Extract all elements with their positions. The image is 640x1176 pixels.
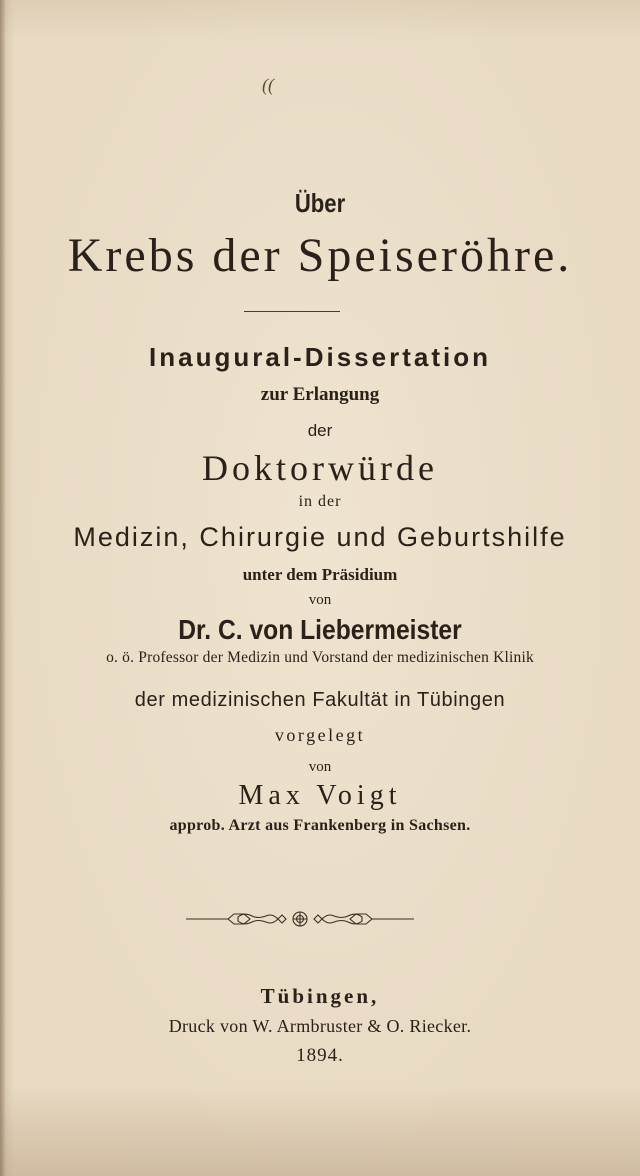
page-title: Krebs der Speiseröhre. [67,229,573,282]
presidium-line: unter dem Präsidium [242,565,398,584]
imprint-year: 1894. [296,1045,344,1066]
von-line-1: von [308,592,332,608]
faculty-fields: Medizin, Chirurgie und Geburtshilfe [73,522,567,552]
author-name: Max Voigt [238,780,402,811]
president-name: Dr. C. von Liebermeister [178,614,462,645]
in-der-line: in der [298,493,342,510]
imprint-city: Tübingen, [260,984,380,1008]
purpose-line: zur Erlangung [260,384,380,405]
article-line: der [307,421,333,440]
title-preposition: Über [294,188,346,218]
imprint-printer: Druck von W. Armbruster & O. Riecker. [168,1016,472,1036]
ornament-divider [186,908,414,930]
submitted-line: vorgelegt [274,725,366,745]
von-line-2: von [308,759,332,775]
pencil-mark: (( [262,75,274,95]
author-title: approb. Arzt aus Frankenberg in Sachsen. [169,817,471,834]
dissertation-type: Inaugural-Dissertation [149,342,491,372]
title-divider [244,311,340,312]
president-title: o. ö. Professor der Medizin und Vorstand der medizinischen Klinik [106,649,534,666]
degree-line: Doktorwürde [202,448,438,488]
faculty-line: der medizinischen Fakultät in Tübingen [134,689,506,711]
